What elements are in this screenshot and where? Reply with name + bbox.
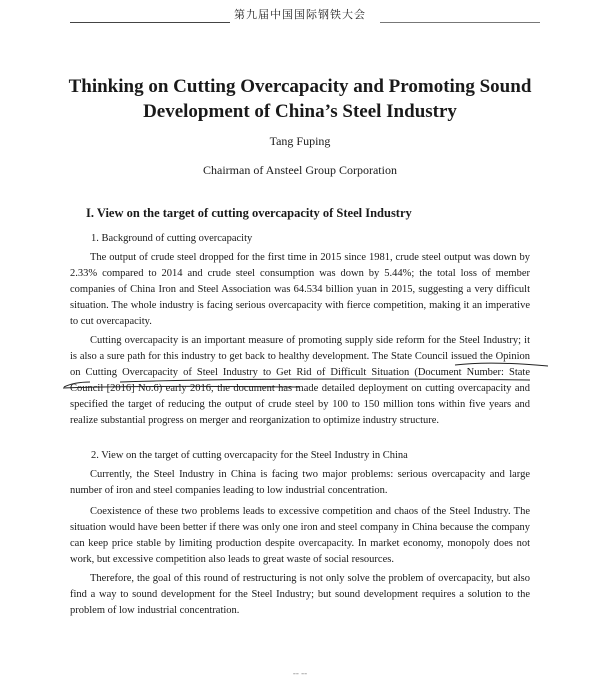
paragraph-two-problems: Currently, the Steel Industry in China is facing two major problems: serious overcapacity and large number of iron and steel companies leading to low industrial concentration. [70, 469, 530, 496]
conference-header: 第九届中国国际钢铁大会 [234, 8, 366, 21]
subsection-target-view: 2. View on the target of cutting overcapacity for the Steel Industry in China [91, 450, 408, 461]
section-heading: I. View on the target of cutting overcapacity of Steel Industry [86, 206, 412, 220]
header-rule-right [380, 22, 540, 23]
paragraph-state-council: Cutting overcapacity is an important measure of promoting supply side reform for the Steel Industry; it is also a sure path for this industry to get back to healthy development. The State Council issued the Opinion on Cutting Overcapacity of Steel Industry to Get Rid of Difficult Situation (Document Number: State Council [2016] No.6) early 2016, the document has made detailed deployment on cutting overcapacity and specified the target of reducing the output of crude steel by 100 to 150 million tons within five years and realize substantial progress on merger and reorganization to optimize industry structure. [70, 335, 530, 426]
paper-title [40, 74, 560, 124]
author-affiliation: Chairman of Ansteel Group Corporation [203, 163, 397, 177]
paragraph-output-decline: The output of crude steel dropped for the first time in 2015 since 1981, crude steel output was down by 2.33% compared to 2014 and crude steel consumption was down by 5.44%; the total loss of member companies of China Iron and Steel Association was 64.534 billion yuan in 2015, suggesting a very difficult situation. The whole industry is facing serious overcapacity with fierce competition, making it an imperative to cut overcapacity. [70, 252, 530, 327]
subsection-background: 1. Background of cutting overcapacity [91, 233, 253, 244]
header-rule-left [70, 22, 230, 23]
paragraph-coexistence: Coexistence of these two problems leads to excessive competition and chaos of the Steel Industry. The situation would have been better if there was only one iron and steel company in China because the company can keep price stable by limiting production despite overcapacity. In market economy, monopoly does not work, but excessive competition also leads to great waste of social resources. [70, 506, 530, 565]
paper-title-line-1: Thinking on Cutting Overcapacity and Promoting Sound [68, 76, 532, 97]
paper-title-line-2: Development of China’s Steel Industry [143, 101, 457, 122]
page-number: -- -- [292, 668, 308, 678]
paragraph-restructuring-goal: Therefore, the goal of this round of restructuring is not only solve the problem of overcapacity, but also find a way to sound development for the Steel Industry; but sound development requires a solution to the problem of low industrial concentration. [70, 573, 530, 616]
author-name: Tang Fuping [269, 134, 331, 148]
